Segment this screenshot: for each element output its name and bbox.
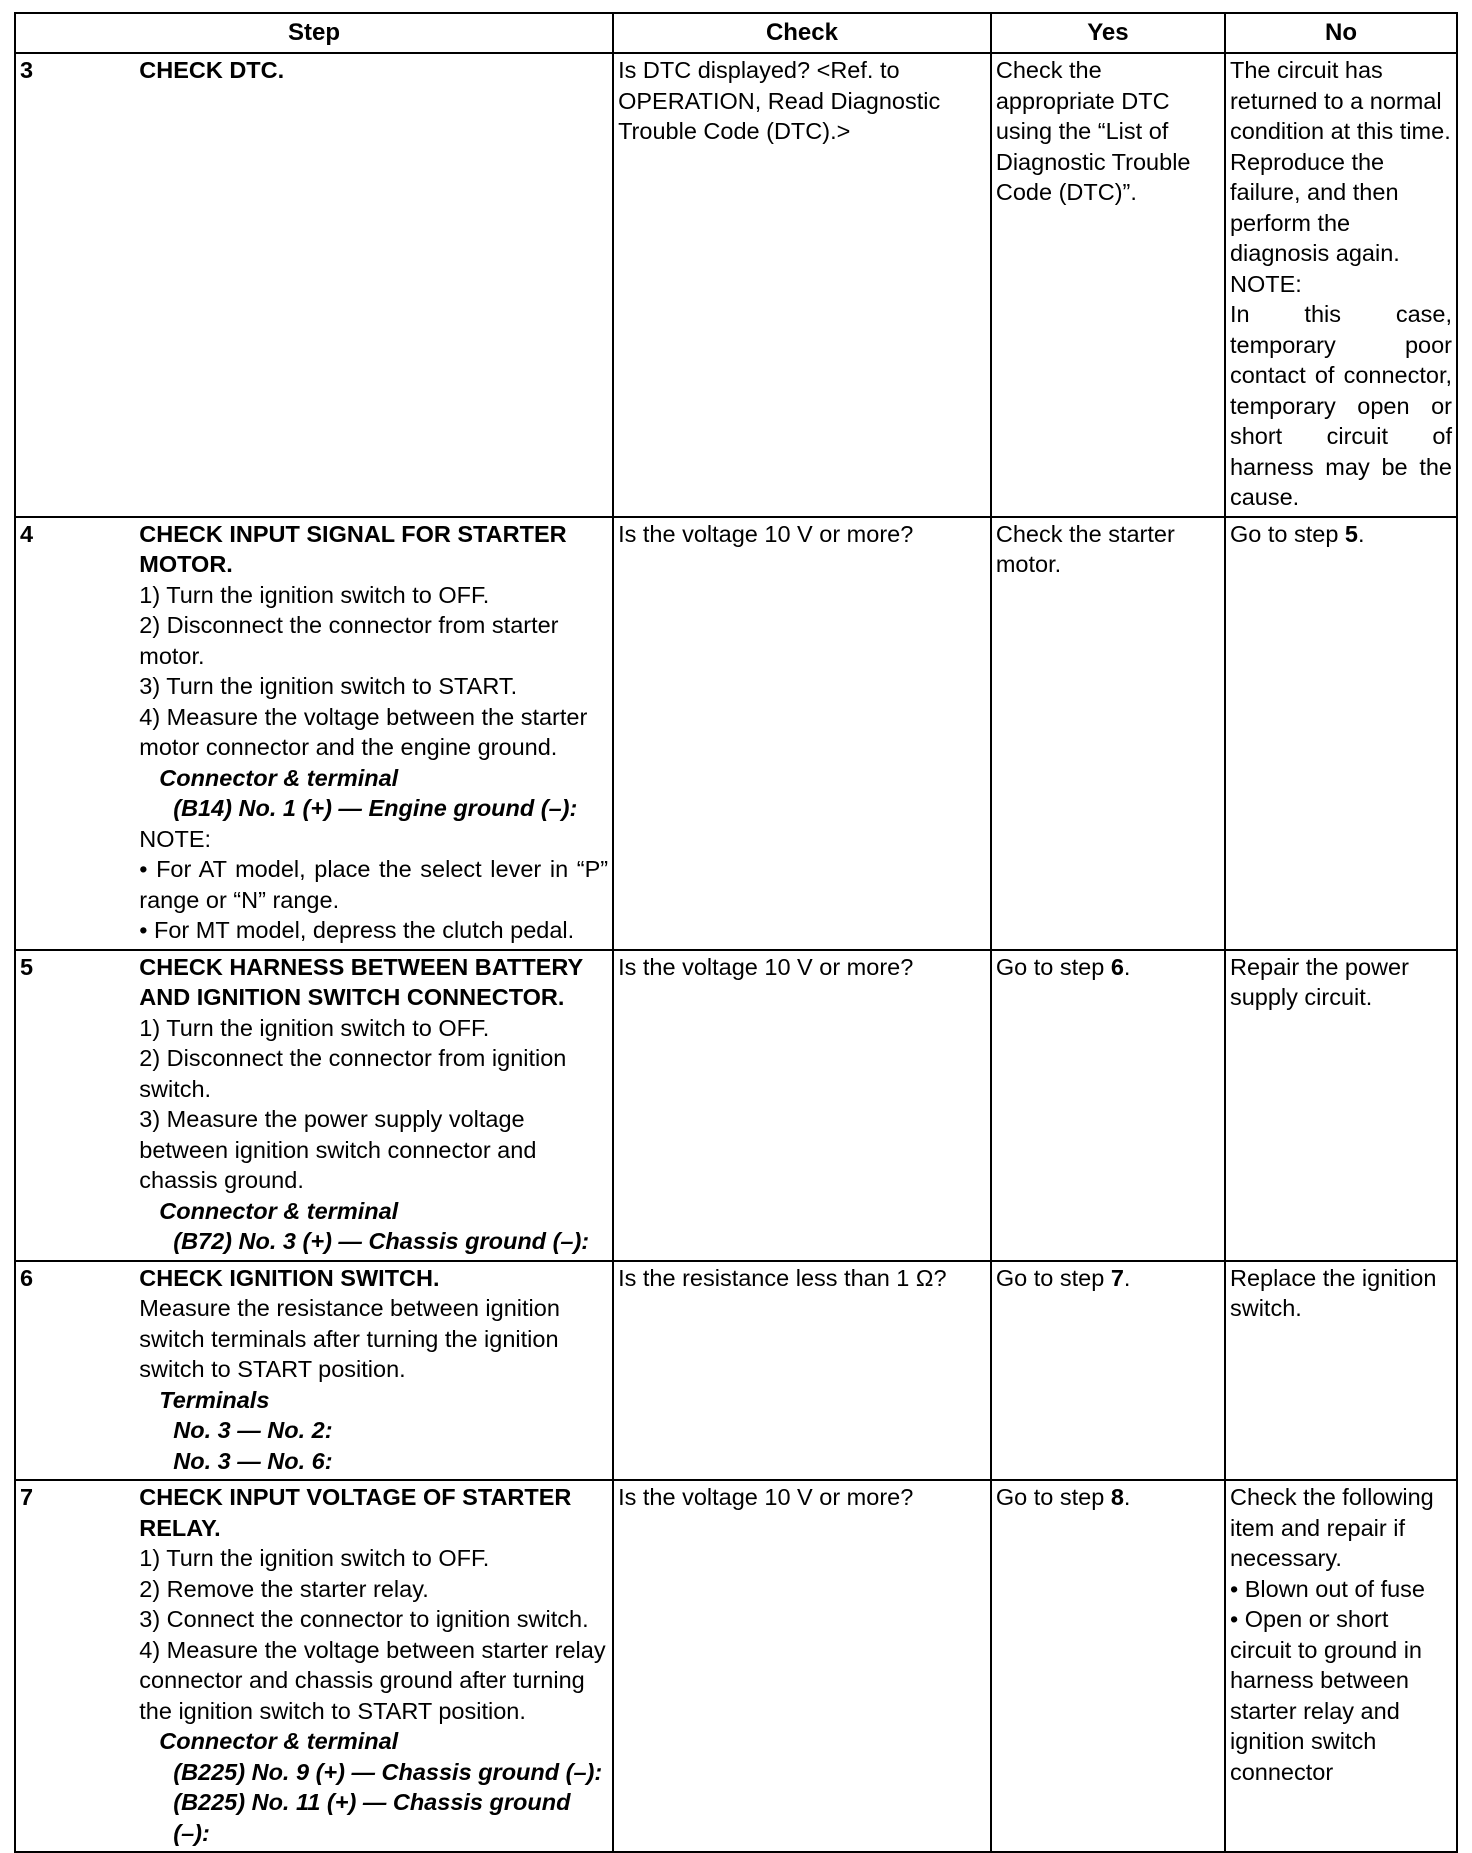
step-number: 6 — [15, 1261, 135, 1481]
diagnosis-table — [14, 12, 1458, 1853]
step-number: 7 — [15, 1480, 135, 1852]
table-row — [15, 1480, 1457, 1852]
spec-value: No. 3 — No. 2: — [173, 1417, 333, 1443]
step-instruction: 2) Disconnect the connector from starter motor. — [139, 612, 559, 669]
table-row — [15, 950, 1457, 1261]
step-cell — [135, 53, 613, 517]
step-instruction: 1) Turn the ignition switch to OFF. — [139, 581, 490, 608]
step-cell — [135, 1261, 613, 1481]
check-cell: Is the voltage 10 V or more? — [613, 950, 991, 1261]
spec-value: No. 3 — No. 6: — [173, 1447, 333, 1474]
spec-value: (B72) No. 3 (+) — Chassis ground (–): — [173, 1228, 590, 1254]
no-cell: Repair the power supply circuit. — [1225, 950, 1457, 1261]
no-item: • Open or short circuit to ground in harness between starter relay and ignition switch connector — [1229, 1606, 1422, 1785]
note-label: NOTE: — [1229, 270, 1302, 297]
step-reference: 7 — [1110, 1264, 1124, 1291]
step-cell — [135, 1480, 613, 1852]
spec-label: Connector & terminal — [159, 764, 399, 791]
header-check: Check — [613, 13, 991, 53]
step-instruction: 2) Disconnect the connector from ignition switch. — [139, 1045, 567, 1102]
step-cell — [135, 517, 613, 950]
yes-cell: Check the starter motor. — [991, 517, 1225, 950]
table-row — [15, 1261, 1457, 1481]
yes-cell — [991, 950, 1225, 1261]
go-to-text: Go to step — [995, 1484, 1111, 1510]
check-cell: Is DTC displayed? <Ref. to OPERATION, Read Diagnostic Trouble Code (DTC).> — [613, 53, 991, 517]
no-cell — [1225, 517, 1457, 950]
no-cell: Replace the ignition switch. — [1225, 1261, 1457, 1481]
yes-cell — [991, 1261, 1225, 1481]
step-instruction: 3) Connect the connector to ignition switch. — [139, 1606, 589, 1632]
check-cell: Is the resistance less than 1 Ω? — [613, 1261, 991, 1481]
step-instruction: 4) Measure the voltage between starter relay connector and chassis ground after turning the ignition switch to START position. — [139, 1636, 606, 1724]
note-text: In this case, temporary poor contact of connector, temporary open or short circuit of harness may be the cause. — [1229, 301, 1452, 510]
no-text: The circuit has returned to a normal condition at this time. Reproduce the failure, and then perform the diagnosis again. — [1229, 57, 1451, 266]
step-title: CHECK INPUT VOLTAGE OF STARTER RELAY. — [139, 1484, 572, 1541]
check-cell: Is the voltage 10 V or more? — [613, 1480, 991, 1852]
header-yes: Yes — [991, 13, 1225, 53]
punctuation: . — [1123, 953, 1131, 980]
step-instruction: 3) Measure the power supply voltage between ignition switch connector and chassis ground. — [139, 1106, 537, 1193]
spec-value: (B225) No. 9 (+) — Chassis ground (–): — [173, 1758, 603, 1785]
step-number: 4 — [15, 517, 135, 950]
step-reference: 8 — [1110, 1484, 1124, 1510]
no-text: Check the following item and repair if necessary. — [1229, 1484, 1434, 1571]
step-title: CHECK HARNESS BETWEEN BATTERY AND IGNITION SWITCH CONNECTOR. — [139, 953, 583, 1010]
spec-label: Terminals — [159, 1386, 270, 1413]
table-row — [15, 517, 1457, 950]
spec-label: Connector & terminal — [159, 1197, 399, 1224]
go-to-text: Go to step — [995, 1264, 1111, 1291]
punctuation: . — [1123, 1484, 1131, 1510]
yes-cell — [991, 1480, 1225, 1852]
go-to-text: Go to step — [1229, 520, 1345, 547]
step-number: 3 — [15, 53, 135, 517]
spec-label: Connector & terminal — [159, 1728, 399, 1754]
step-instruction: 2) Remove the starter relay. — [139, 1575, 429, 1602]
step-number: 5 — [15, 950, 135, 1261]
note-label: NOTE: — [139, 825, 212, 852]
header-step: Step — [15, 13, 613, 53]
header-row — [15, 13, 1457, 53]
note-item: • For MT model, depress the clutch pedal. — [139, 917, 575, 943]
no-cell — [1225, 53, 1457, 517]
note-item: • For AT model, place the select lever in “P” range or “N” range. — [139, 856, 609, 913]
step-body: Measure the resistance between ignition switch terminals after turning the ignition switch to START position. — [139, 1295, 560, 1382]
step-instruction: 4) Measure the voltage between the starter motor connector and the engine ground. — [139, 703, 588, 760]
step-title: CHECK INPUT SIGNAL FOR STARTER MOTOR. — [139, 520, 567, 577]
go-to-text: Go to step — [995, 953, 1111, 980]
step-instruction: 1) Turn the ignition switch to OFF. — [139, 1545, 490, 1571]
diagnosis-page — [14, 12, 1458, 1853]
step-instruction: 1) Turn the ignition switch to OFF. — [139, 1014, 490, 1041]
punctuation: . — [1123, 1264, 1131, 1291]
step-reference: 5 — [1344, 520, 1358, 547]
step-cell — [135, 950, 613, 1261]
check-cell: Is the voltage 10 V or more? — [613, 517, 991, 950]
step-title: CHECK IGNITION SWITCH. — [139, 1264, 440, 1291]
no-item: • Blown out of fuse — [1229, 1575, 1426, 1602]
spec-value: (B14) No. 1 (+) — Engine ground (–): — [173, 795, 578, 821]
no-cell — [1225, 1480, 1457, 1852]
spec-value: (B225) No. 11 (+) — Chassis ground (–): — [173, 1789, 571, 1846]
step-reference: 6 — [1110, 953, 1124, 980]
step-instruction: 3) Turn the ignition switch to START. — [139, 673, 518, 699]
step-title: CHECK DTC. — [139, 57, 285, 83]
yes-cell: Check the appropriate DTC using the “List of Diagnostic Trouble Code (DTC)”. — [991, 53, 1225, 517]
header-no: No — [1225, 13, 1457, 53]
punctuation: . — [1358, 520, 1365, 547]
table-row — [15, 53, 1457, 517]
